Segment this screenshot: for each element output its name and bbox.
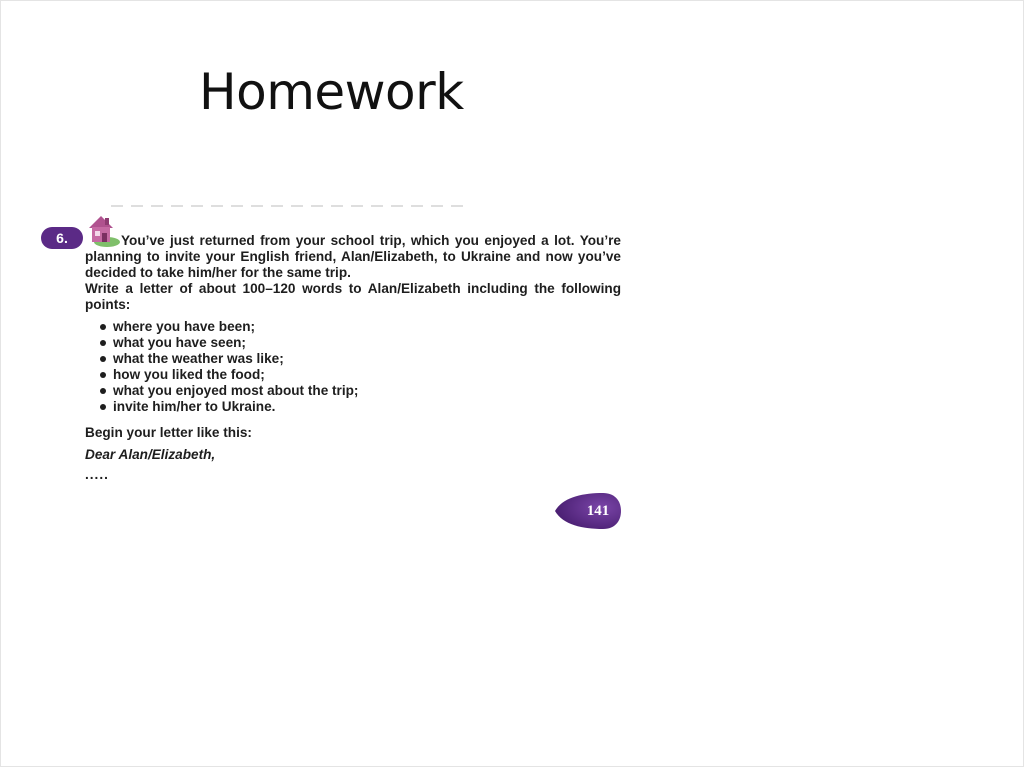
- list-item: invite him/her to Ukraine.: [99, 399, 621, 415]
- cropped-previous-line: [111, 205, 471, 207]
- page-number-badge: [553, 493, 621, 529]
- textbook-page-excerpt: [39, 205, 629, 535]
- page-number: 141: [586, 503, 610, 519]
- exercise-number-badge: 6.: [41, 227, 83, 249]
- exercise-intro: You’ve just returned from your school trip, which you enjoyed a lot. You’re planning to invite your English friend, Alan/Elizabeth, to Ukraine and now you’ve decided to take him/her for the same trip.: [85, 233, 621, 280]
- letter-ellipsis: .....: [85, 467, 109, 482]
- begin-instruction: Begin your letter like this:: [85, 425, 252, 440]
- list-item: where you have been;: [99, 319, 621, 335]
- exercise-text: [85, 233, 621, 483]
- list-item: what the weather was like;: [99, 351, 621, 367]
- points-list: [85, 319, 621, 415]
- slide-title: Homework: [199, 63, 464, 121]
- exercise-instruction: Write a letter of about 100–120 words to Alan/Elizabeth including the following points:: [85, 281, 621, 312]
- list-item: how you liked the food;: [99, 367, 621, 383]
- list-item: what you enjoyed most about the trip;: [99, 383, 621, 399]
- list-item: what you have seen;: [99, 335, 621, 351]
- letter-greeting: Dear Alan/Elizabeth,: [85, 447, 216, 462]
